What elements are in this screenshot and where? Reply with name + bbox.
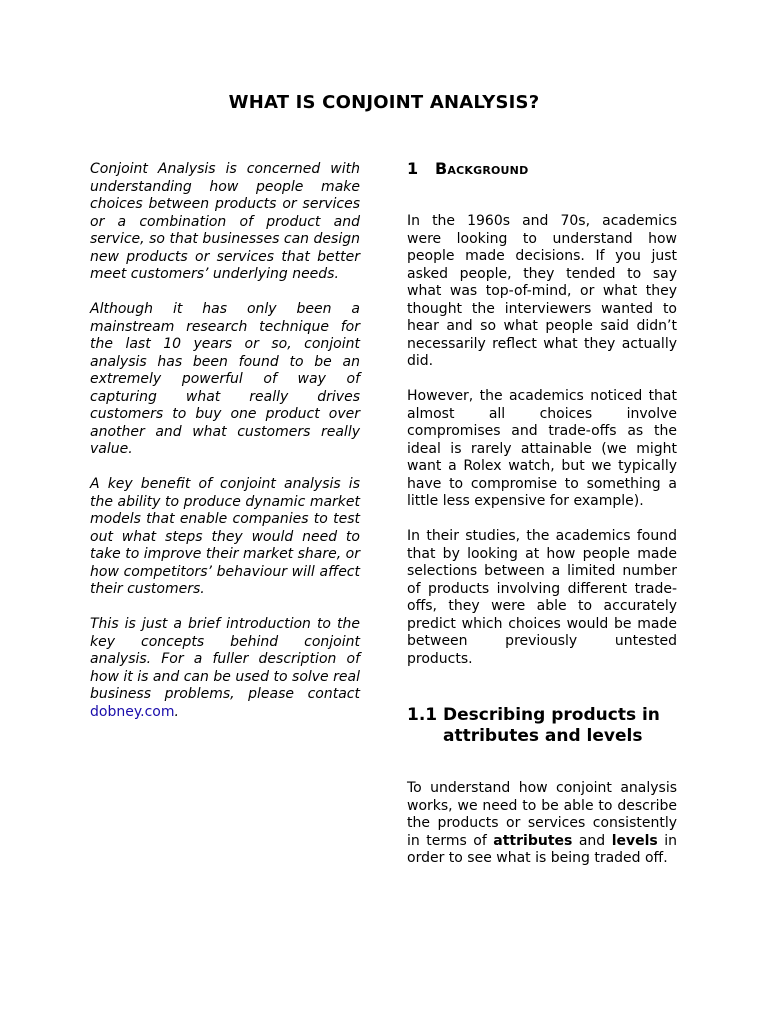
dobney-link[interactable]: dobney.com: [90, 703, 175, 720]
attributes-term: attributes: [493, 832, 573, 849]
section-number: 1: [407, 159, 419, 178]
background-paragraph-3: In their studies, the academics found that by looking at how people made selections between a limited number of products involving different trade-offs, they were able to accurately predict which choices would be made between previously untested products.: [407, 528, 677, 667]
attributes-levels-paragraph: [407, 780, 677, 868]
section-title: Background: [435, 159, 529, 178]
contact-period: .: [174, 703, 179, 720]
subsection-heading-attributes-levels: [407, 705, 677, 747]
attributes-text-d: in order to see what is being traded off.: [407, 832, 677, 866]
background-paragraph-1: In the 1960s and 70s, academics were looking to understand how people made decisions. If you just asked people, they tended to say what was top-of-mind, or what they thought the interviewers wanted to hear and so what people said didn’t necessarily reflect what they actually did.: [407, 213, 677, 369]
subsection-title: Describing products in attributes and levels: [443, 705, 660, 746]
contact-text: This is just a brief introduction to the key concepts behind conjoint analysis. For a fuller description of how it is and can be used to solve real business problems, please contact: [90, 616, 360, 702]
key-benefit-paragraph: A key benefit of conjoint analysis is the ability to produce dynamic market models that enable companies to test out what steps they would need to take to improve their market share, or how competitors’ behaviour will affect their customers.: [90, 476, 360, 597]
right-column: [407, 159, 677, 885]
page-title: WHAT IS CONJOINT ANALYSIS?: [228, 92, 540, 113]
attributes-text-a: To understand how conjoint analysis works, we need to be able to describe the products or services consistently in terms of: [407, 780, 677, 849]
subsection-number: 1.1: [407, 705, 438, 725]
background-paragraph-2: However, the academics noticed that almost all choices involve compromises and trade-offs as the ideal is rarely attainable (we might want a Rolex watch, but we typically have to compromise to something a little less expensive for example).: [407, 388, 677, 509]
attributes-text-c: and: [572, 832, 612, 849]
contact-paragraph: [90, 616, 360, 721]
section-heading-background: [407, 159, 677, 179]
intro-paragraph: Conjoint Analysis is concerned with understanding how people make choices between products or services or a combination of product and service, so that businesses can design new products or services that better meet customers’ underlying needs.: [90, 161, 360, 282]
research-technique-paragraph: Although it has only been a mainstream research technique for the last 10 years or so, conjoint analysis has been found to be an extremely powerful of way of capturing what really drives customers to buy one product over another and what customers really value.: [90, 301, 360, 457]
left-column: [90, 161, 360, 739]
levels-term: levels: [611, 832, 658, 849]
